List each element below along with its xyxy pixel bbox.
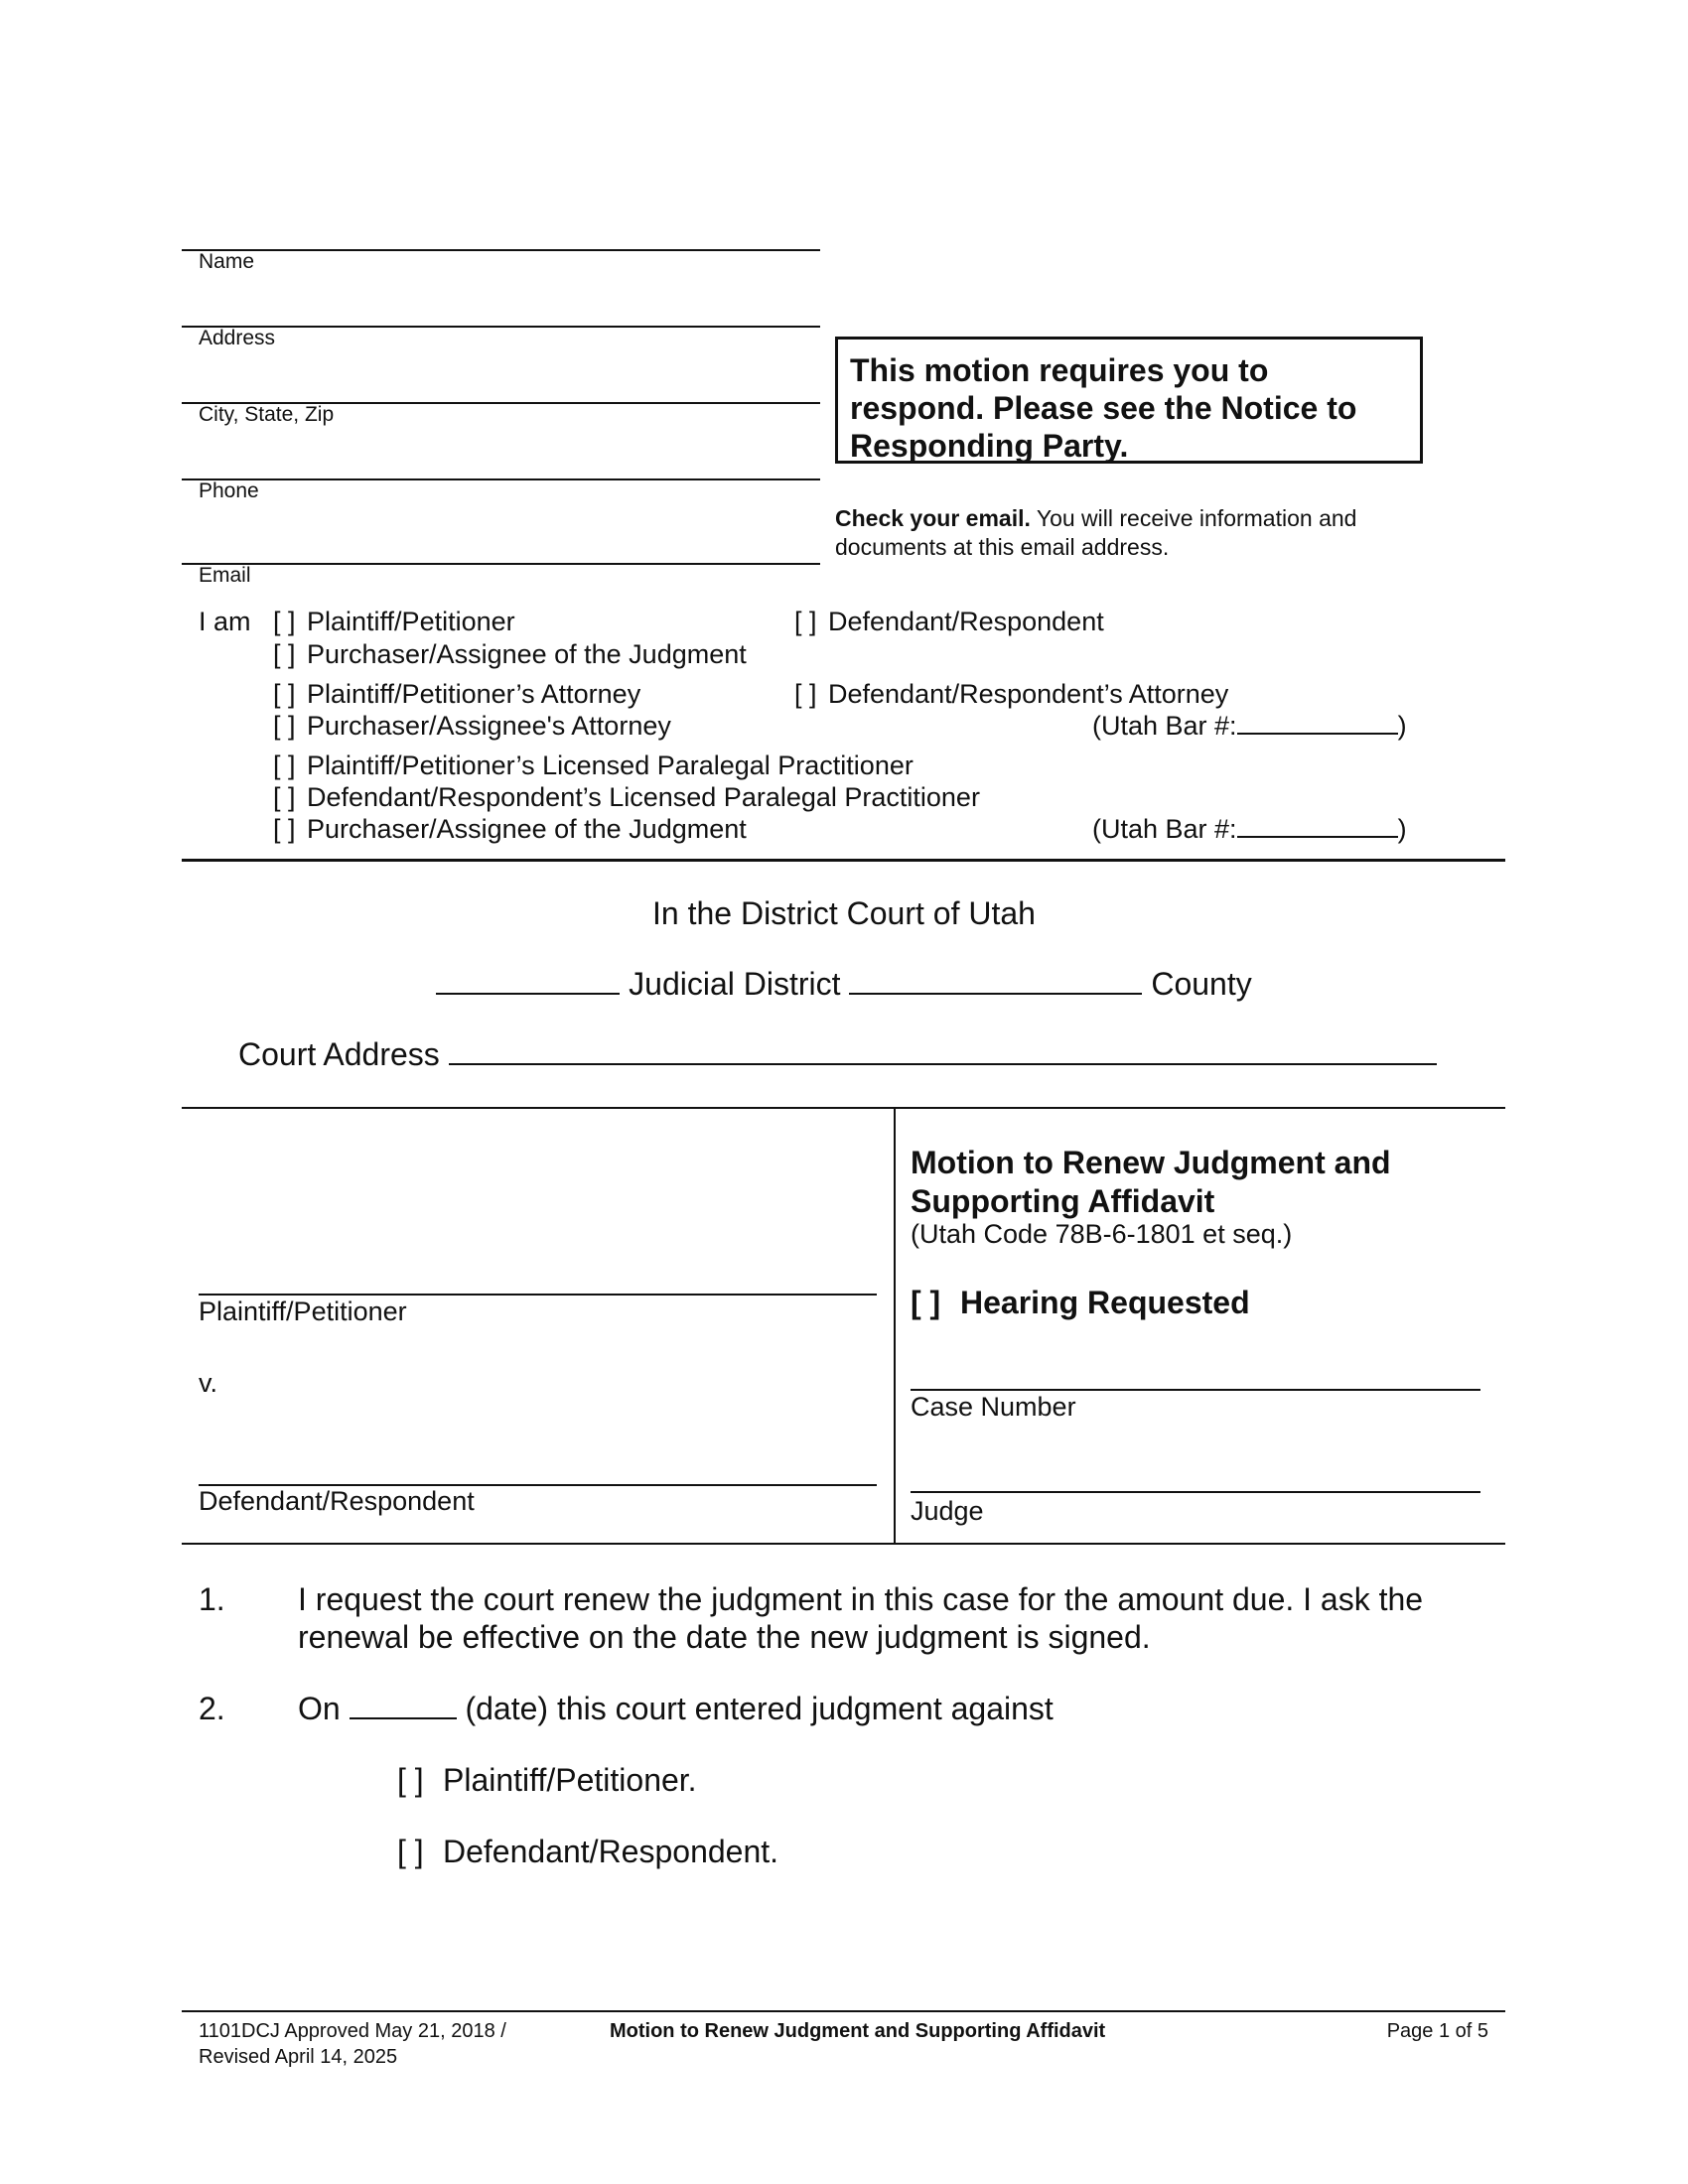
checkbox[interactable]: [ ] [273,814,296,844]
utah-bar-close: ) [1397,711,1407,741]
address-label: Address [199,327,276,349]
footer-page-number: Page 1 of 5 [1386,2020,1488,2042]
footer-form-id [199,2018,506,2070]
phone-line[interactable] [182,478,820,480]
utah-bar-close: ) [1397,814,1407,844]
footer-approved: 1101DCJ Approved May 21, 2018 / [199,2020,506,2042]
motion-title-line-1: Motion to Renew Judgment and [911,1145,1391,1180]
utah-bar-blank[interactable] [1237,733,1398,735]
county-blank[interactable] [849,993,1142,995]
caption-divider [894,1107,896,1544]
county-label: County [1151,966,1252,1002]
option-purchaser-attorney[interactable] [273,711,671,742]
paragraph-2-rest: (date) this court entered judgment against [465,1691,1054,1726]
statute-reference: (Utah Code 78B-6-1801 et seq.) [911,1219,1293,1249]
footer-divider [182,2010,1505,2012]
checkbox[interactable]: [ ] [794,607,817,636]
option-purchaser[interactable] [273,639,747,670]
judicial-district-blank[interactable] [436,993,620,995]
checkbox[interactable]: [ ] [397,1834,424,1869]
option-label: Defendant/Respondent’s Licensed Paralegal Practitioner [307,782,980,812]
option-plaintiff-attorney[interactable] [273,679,640,710]
option-label: Plaintiff/Petitioner’s Licensed Paralegal Practitioner [307,751,914,780]
option-purchaser-lpp[interactable] [273,814,747,845]
footer-revised: Revised April 14, 2025 [199,2046,398,2068]
motion-title [911,1144,1391,1221]
option-label: Plaintiff/Petitioner’s Attorney [307,679,641,709]
name-line[interactable] [182,249,820,251]
hearing-label: Hearing Requested [960,1285,1250,1320]
header-divider [182,859,1505,862]
option-plaintiff-lpp[interactable] [273,751,914,781]
hearing-requested[interactable] [911,1285,1250,1321]
judge-label: Judge [911,1496,984,1526]
defendant-caption-label: Defendant/Respondent [199,1486,475,1516]
footer-title: Motion to Renew Judgment and Supporting Affidavit [610,2020,1106,2042]
email-note-text: You will receive information and documents at this email address. [835,505,1357,560]
email-label: Email [199,564,251,587]
judgment-date-blank[interactable] [350,1717,457,1719]
option-defendant-attorney[interactable] [794,679,1228,710]
judge-line[interactable] [911,1491,1480,1493]
i-am-label: I am [199,607,251,636]
court-title: In the District Court of Utah [652,895,1036,931]
caption-top-border [182,1107,1505,1109]
paragraph-1-text: I request the court renew the judgment in this case for the amount due. I ask the renewal be effective on the date the new judgment is signed. [298,1581,1424,1655]
case-number-line[interactable] [911,1389,1480,1391]
paragraph-2-on: On [298,1691,341,1726]
email-note-bold: Check your email. [835,505,1031,531]
motion-title-line-2: Supporting Affidavit [911,1183,1215,1219]
option-defendant[interactable] [794,607,1104,637]
utah-bar-number-1[interactable] [1092,711,1407,742]
checkbox[interactable]: [ ] [273,639,296,669]
name-label: Name [199,250,255,273]
versus-label: v. [199,1368,217,1398]
email-line[interactable] [182,563,820,565]
response-notice-box [835,337,1423,464]
judgment-against-defendant[interactable] [397,1833,778,1870]
option-label: Defendant/Respondent. [443,1834,779,1869]
judgment-against-plaintiff[interactable] [397,1761,697,1799]
paragraph-2-text [298,1690,1054,1727]
court-address-blank[interactable] [449,1063,1437,1065]
option-label: Purchaser/Assignee's Attorney [307,711,671,741]
plaintiff-caption-label: Plaintiff/Petitioner [199,1297,407,1326]
city-state-zip-label: City, State, Zip [199,403,335,426]
option-plaintiff[interactable] [273,607,515,637]
address-line[interactable] [182,326,820,328]
checkbox[interactable]: [ ] [273,711,296,741]
checkbox[interactable]: [ ] [273,751,296,780]
option-label: Defendant/Respondent [828,607,1104,636]
option-label: Plaintiff/Petitioner [307,607,515,636]
response-notice-text: This motion requires you to respond. Please see the Notice to Responding Party. [850,352,1357,464]
option-defendant-lpp[interactable] [273,782,980,813]
utah-bar-label: (Utah Bar #: [1092,711,1237,741]
checkbox[interactable]: [ ] [273,607,296,636]
option-label: Plaintiff/Petitioner. [443,1762,697,1798]
utah-bar-label: (Utah Bar #: [1092,814,1237,844]
option-label: Purchaser/Assignee of the Judgment [307,639,747,669]
district-county-line [0,966,1688,1003]
paragraph-1-number: 1. [199,1581,225,1617]
court-address-line [238,1036,1437,1073]
plaintiff-name-line[interactable] [199,1294,877,1296]
phone-label: Phone [199,479,259,502]
checkbox[interactable]: [ ] [273,782,296,812]
judicial-district-label: Judicial District [629,966,841,1002]
email-note [835,504,1431,562]
utah-bar-blank[interactable] [1237,836,1398,838]
court-address-label: Court Address [238,1036,440,1072]
option-label: Purchaser/Assignee of the Judgment [307,814,747,844]
case-number-label: Case Number [911,1392,1076,1422]
hearing-checkbox[interactable]: [ ] [911,1285,941,1320]
checkbox[interactable]: [ ] [794,679,817,709]
checkbox[interactable]: [ ] [273,679,296,709]
utah-bar-number-2[interactable] [1092,814,1407,845]
option-label: Defendant/Respondent’s Attorney [828,679,1229,709]
paragraph-2-number: 2. [199,1691,225,1726]
checkbox[interactable]: [ ] [397,1762,424,1798]
caption-bottom-border [182,1543,1505,1545]
